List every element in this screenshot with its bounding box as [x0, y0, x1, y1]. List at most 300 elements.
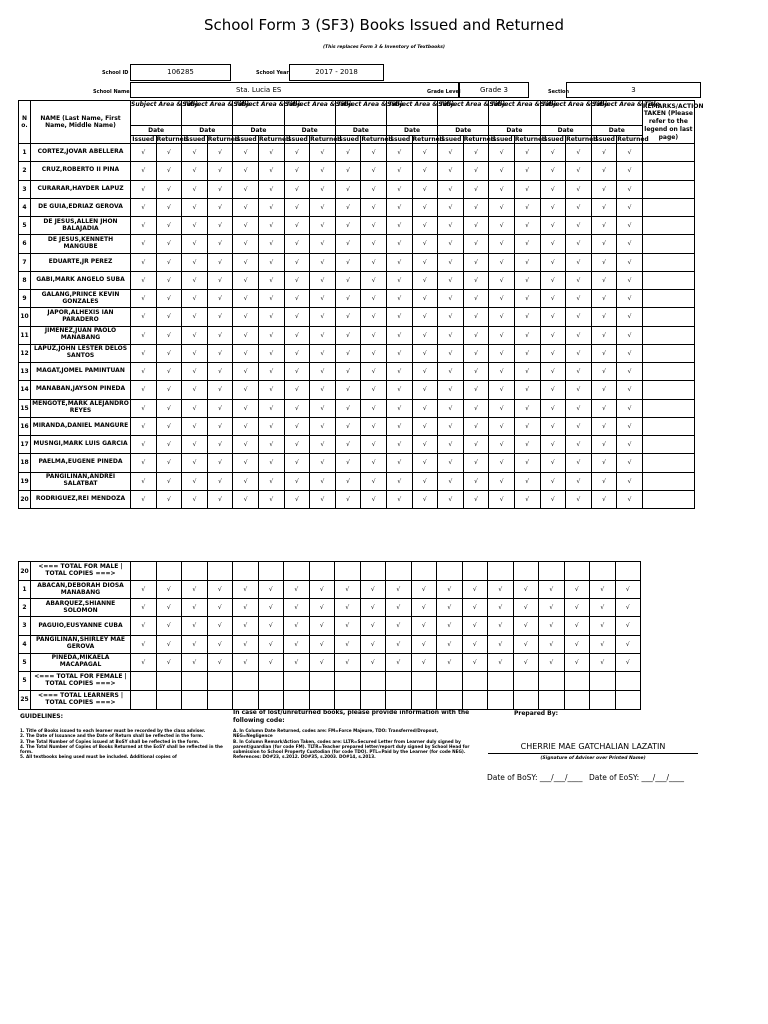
remarks-cell	[642, 162, 694, 180]
check-cell: √	[412, 198, 438, 216]
check-cell: √	[335, 454, 361, 472]
check-cell: √	[284, 144, 310, 162]
check-cell: √	[156, 381, 182, 399]
check-cell	[437, 671, 463, 690]
learner-row	[19, 144, 695, 162]
row-number: 17	[19, 436, 31, 454]
check-cell	[564, 671, 590, 690]
check-cell: √	[617, 381, 643, 399]
check-cell: √	[489, 436, 515, 454]
check-cell	[284, 690, 310, 709]
check-cell: √	[131, 472, 157, 490]
check-cell: √	[617, 344, 643, 362]
check-cell: √	[233, 363, 259, 381]
guideline-item: 3. The Total Number of Copies issued at BoSY shall be reflected in the form.	[20, 738, 200, 744]
check-cell: √	[462, 617, 488, 635]
check-cell: √	[258, 290, 284, 308]
check-cell: √	[438, 472, 464, 490]
check-cell: √	[463, 490, 489, 508]
check-cell: √	[335, 217, 361, 235]
subject-area-header: Subject Area & Title	[591, 101, 642, 126]
check-cell: √	[156, 617, 182, 635]
check-cell: √	[386, 235, 412, 253]
check-cell: √	[207, 581, 233, 599]
check-cell: √	[360, 635, 386, 653]
legend-item: A. In Column Date Returned, codes are: FM=Force Majeure, TDO: Transferred/Dropout, NEG=Negligence	[233, 728, 439, 739]
check-cell: √	[361, 399, 387, 417]
remarks-cell	[642, 363, 694, 381]
check-cell: √	[284, 472, 310, 490]
check-cell: √	[463, 472, 489, 490]
check-cell: √	[258, 363, 284, 381]
check-cell: √	[615, 635, 641, 653]
check-cell: √	[514, 472, 540, 490]
check-cell: √	[284, 581, 310, 599]
check-cell: √	[131, 217, 157, 235]
learner-name: ABACAN,DEBORAH DIOSA MANABANG	[31, 581, 131, 599]
row-number: 1	[19, 144, 31, 162]
check-cell: √	[258, 653, 284, 671]
check-cell: √	[438, 490, 464, 508]
check-cell: √	[591, 363, 617, 381]
check-cell: √	[438, 180, 464, 198]
check-cell: √	[617, 363, 643, 381]
check-cell: √	[514, 490, 540, 508]
check-cell: √	[335, 599, 361, 617]
check-cell: √	[386, 198, 412, 216]
check-cell: √	[591, 144, 617, 162]
check-cell: √	[258, 417, 284, 435]
check-cell: √	[131, 635, 157, 653]
check-cell: √	[540, 235, 566, 253]
check-cell: √	[361, 381, 387, 399]
check-cell: √	[182, 235, 208, 253]
total-label: <=== TOTAL LEARNERS | TOTAL COPIES ===>	[31, 690, 131, 709]
row-number: 3	[19, 180, 31, 198]
date-header: Date	[131, 126, 182, 136]
learner-name: MAGAT,JOMEL PAMINTUAN	[31, 363, 131, 381]
learner-name: ABARQUEZ,SHIANNE SOLOMON	[31, 599, 131, 617]
check-cell: √	[361, 308, 387, 326]
check-cell: √	[335, 399, 361, 417]
row-number: 1	[19, 581, 31, 599]
returned-header: Returned	[310, 136, 342, 143]
date-header: Date	[386, 126, 437, 136]
check-cell: √	[488, 653, 514, 671]
check-cell: √	[540, 326, 566, 344]
check-cell: √	[360, 653, 386, 671]
check-cell	[309, 690, 335, 709]
check-cell: √	[309, 599, 335, 617]
check-cell: √	[513, 617, 539, 635]
date-header: Date	[438, 126, 489, 136]
check-cell	[131, 562, 157, 581]
check-cell: √	[438, 454, 464, 472]
row-number: 5	[19, 653, 31, 671]
check-cell: √	[156, 198, 182, 216]
check-cell: √	[564, 581, 590, 599]
check-cell: √	[617, 472, 643, 490]
adviser-name: CHERRIE MAE GATCHALIAN LAZATIN	[520, 742, 666, 751]
check-cell	[156, 562, 182, 581]
check-cell: √	[233, 490, 259, 508]
total-count: 25	[19, 690, 31, 709]
check-cell: √	[156, 235, 182, 253]
row-number: 2	[19, 599, 31, 617]
check-cell: √	[361, 144, 387, 162]
date-header: Date	[591, 126, 642, 136]
check-cell: √	[131, 198, 157, 216]
check-cell	[488, 562, 514, 581]
check-cell: √	[513, 599, 539, 617]
check-cell: √	[513, 635, 539, 653]
learner-row	[19, 472, 695, 490]
check-cell: √	[566, 217, 592, 235]
check-cell	[590, 690, 616, 709]
check-cell	[360, 562, 386, 581]
check-cell: √	[591, 308, 617, 326]
check-cell: √	[233, 144, 259, 162]
check-cell: √	[284, 399, 310, 417]
check-cell: √	[590, 581, 616, 599]
check-cell: √	[156, 472, 182, 490]
remarks-cell	[642, 399, 694, 417]
row-number: 5	[19, 217, 31, 235]
check-cell	[182, 671, 208, 690]
check-cell: √	[463, 198, 489, 216]
check-cell: √	[284, 308, 310, 326]
check-cell: √	[489, 308, 515, 326]
check-cell: √	[488, 617, 514, 635]
check-cell	[462, 671, 488, 690]
check-cell: √	[412, 180, 438, 198]
check-cell: √	[233, 436, 259, 454]
row-number: 20	[19, 490, 31, 508]
check-cell: √	[386, 381, 412, 399]
issued-header: Issued	[132, 136, 155, 143]
check-cell: √	[258, 253, 284, 271]
check-cell: √	[514, 271, 540, 289]
check-cell: √	[207, 653, 233, 671]
check-cell	[564, 562, 590, 581]
learner-row	[19, 635, 641, 653]
learner-name: MANABAN,JAYSON PINEDA	[31, 381, 131, 399]
row-number: 3	[19, 617, 31, 635]
check-cell: √	[489, 326, 515, 344]
learner-name: DE GUIA,EDRIAZ GEROVA	[31, 198, 131, 216]
check-cell: √	[386, 144, 412, 162]
check-cell: √	[131, 253, 157, 271]
check-cell: √	[514, 180, 540, 198]
total-label: <=== TOTAL FOR MALE | TOTAL COPIES ===>	[31, 562, 131, 581]
check-cell: √	[182, 162, 208, 180]
check-cell	[539, 671, 565, 690]
check-cell: √	[386, 344, 412, 362]
row-number: 16	[19, 417, 31, 435]
check-cell: √	[615, 617, 641, 635]
check-cell: √	[462, 635, 488, 653]
row-number: 19	[19, 472, 31, 490]
check-cell: √	[207, 490, 233, 508]
check-cell: √	[386, 271, 412, 289]
check-cell: √	[182, 381, 208, 399]
check-cell: √	[131, 454, 157, 472]
check-cell: √	[566, 472, 592, 490]
check-cell: √	[156, 144, 182, 162]
check-cell: √	[207, 290, 233, 308]
check-cell: √	[131, 326, 157, 344]
form-title: School Form 3 (SF3) Books Issued and Returned	[203, 16, 565, 34]
row-number: 13	[19, 363, 31, 381]
check-cell: √	[335, 581, 361, 599]
check-cell: √	[131, 599, 157, 617]
check-cell: √	[590, 617, 616, 635]
issued-header: Issued	[388, 136, 411, 143]
check-cell: √	[566, 308, 592, 326]
check-cell	[284, 562, 310, 581]
check-cell: √	[566, 235, 592, 253]
check-cell: √	[412, 490, 438, 508]
prepared-by-label: Prepared By:	[514, 710, 559, 717]
check-cell: √	[258, 162, 284, 180]
total-count: 5	[19, 671, 31, 690]
check-cell: √	[591, 235, 617, 253]
check-cell: √	[566, 454, 592, 472]
check-cell	[335, 562, 361, 581]
check-cell: √	[258, 198, 284, 216]
check-cell: √	[361, 271, 387, 289]
learner-name: CRUZ,ROBERTO II PINA	[31, 162, 131, 180]
learner-name: PANGILINAN,SHIRLEY MAE GEROVA	[31, 635, 131, 653]
learner-row	[19, 308, 695, 326]
check-cell: √	[438, 363, 464, 381]
check-cell: √	[156, 436, 182, 454]
check-cell: √	[309, 617, 335, 635]
check-cell: √	[156, 635, 182, 653]
check-cell: √	[335, 144, 361, 162]
remarks-cell	[642, 198, 694, 216]
check-cell	[539, 562, 565, 581]
check-cell: √	[309, 653, 335, 671]
guideline-item: 5. All textbooks being used must be included. Additional copies of	[20, 754, 177, 760]
guideline-item: 4. The Total Number of Copies of Books Returned at the EoSY shall be reflected in the form.	[20, 743, 223, 754]
date-header: Date	[335, 126, 386, 136]
issued-header: Issued	[592, 136, 615, 143]
check-cell: √	[131, 180, 157, 198]
learner-row	[19, 454, 695, 472]
check-cell: √	[233, 635, 259, 653]
remarks-header: REMARKS/ACTION TAKEN (Please refer to the legend on last page)	[642, 101, 694, 144]
check-cell: √	[412, 235, 438, 253]
check-cell: √	[513, 581, 539, 599]
check-cell: √	[361, 198, 387, 216]
check-cell: √	[335, 290, 361, 308]
check-cell: √	[258, 581, 284, 599]
check-cell: √	[539, 581, 565, 599]
check-cell: √	[156, 253, 182, 271]
check-cell: √	[156, 490, 182, 508]
check-cell	[513, 690, 539, 709]
total-label: <=== TOTAL FOR FEMALE | TOTAL COPIES ===>	[31, 671, 131, 690]
check-cell: √	[182, 490, 208, 508]
check-cell: √	[258, 635, 284, 653]
check-cell: √	[310, 271, 336, 289]
check-cell: √	[284, 490, 310, 508]
remarks-cell	[642, 144, 694, 162]
returned-header: Returned	[361, 136, 393, 143]
subject-area-header: Subject Area & Title	[335, 101, 386, 126]
check-cell: √	[540, 308, 566, 326]
returned-header: Returned	[463, 136, 496, 143]
issued-header: Issued	[439, 136, 462, 143]
subject-area-header: Subject Area & Title	[489, 101, 540, 126]
check-cell: √	[412, 399, 438, 417]
check-cell: √	[540, 363, 566, 381]
remarks-cell	[642, 381, 694, 399]
check-cell	[411, 562, 437, 581]
check-cell	[590, 562, 616, 581]
check-cell: √	[335, 162, 361, 180]
check-cell	[207, 671, 233, 690]
check-cell: √	[361, 344, 387, 362]
check-cell: √	[463, 436, 489, 454]
check-cell: √	[412, 344, 438, 362]
check-cell: √	[386, 253, 412, 271]
check-cell: √	[463, 217, 489, 235]
check-cell: √	[309, 581, 335, 599]
check-cell: √	[361, 490, 387, 508]
check-cell: √	[489, 472, 515, 490]
grade-level-value: Grade 3	[459, 82, 529, 98]
check-cell: √	[437, 617, 463, 635]
check-cell: √	[591, 381, 617, 399]
check-cell: √	[566, 399, 592, 417]
check-cell: √	[207, 363, 233, 381]
check-cell: √	[182, 363, 208, 381]
check-cell: √	[361, 180, 387, 198]
check-cell: √	[564, 635, 590, 653]
check-cell	[156, 671, 182, 690]
check-cell	[488, 671, 514, 690]
check-cell: √	[617, 162, 643, 180]
date-header: Date	[540, 126, 591, 136]
check-cell: √	[564, 617, 590, 635]
check-cell: √	[310, 472, 336, 490]
check-cell: √	[310, 235, 336, 253]
check-cell: √	[539, 599, 565, 617]
check-cell: √	[438, 308, 464, 326]
check-cell: √	[258, 472, 284, 490]
learner-row	[19, 253, 695, 271]
issued-header: Issued	[183, 136, 206, 143]
check-cell: √	[207, 180, 233, 198]
check-cell: √	[335, 363, 361, 381]
row-number: 4	[19, 635, 31, 653]
check-cell: √	[566, 344, 592, 362]
remarks-cell	[642, 417, 694, 435]
check-cell: √	[335, 617, 361, 635]
check-cell: √	[412, 381, 438, 399]
check-cell: √	[360, 581, 386, 599]
date-header: Date	[233, 126, 284, 136]
check-cell: √	[207, 381, 233, 399]
check-cell: √	[489, 271, 515, 289]
check-cell: √	[564, 653, 590, 671]
grade-level-label: Grade Level	[427, 89, 461, 95]
check-cell: √	[182, 290, 208, 308]
check-cell	[488, 690, 514, 709]
check-cell: √	[386, 308, 412, 326]
check-cell: √	[258, 271, 284, 289]
check-cell	[462, 562, 488, 581]
check-cell: √	[182, 253, 208, 271]
check-cell: √	[513, 653, 539, 671]
total-row	[19, 690, 641, 709]
check-cell	[131, 671, 157, 690]
remarks-cell	[642, 180, 694, 198]
check-cell: √	[566, 162, 592, 180]
check-cell: √	[156, 363, 182, 381]
check-cell: √	[488, 581, 514, 599]
check-cell: √	[258, 381, 284, 399]
check-cell: √	[310, 381, 336, 399]
learner-name: MIRANDA,DANIEL MANGURE	[31, 417, 131, 435]
check-cell: √	[591, 344, 617, 362]
check-cell: √	[386, 454, 412, 472]
check-cell: √	[462, 653, 488, 671]
check-cell: √	[463, 308, 489, 326]
returned-header: Returned	[617, 136, 649, 143]
learner-row	[19, 490, 695, 508]
check-cell: √	[233, 344, 259, 362]
check-cell: √	[489, 290, 515, 308]
check-cell: √	[514, 144, 540, 162]
row-number: 15	[19, 399, 31, 417]
learner-name: PANGILINAN,ANDREI SALATBAT	[31, 472, 131, 490]
check-cell: √	[310, 417, 336, 435]
check-cell: √	[182, 399, 208, 417]
check-cell: √	[438, 326, 464, 344]
check-cell: √	[438, 399, 464, 417]
check-cell: √	[131, 235, 157, 253]
check-cell: √	[258, 217, 284, 235]
check-cell: √	[361, 253, 387, 271]
check-cell: √	[361, 472, 387, 490]
check-cell: √	[590, 653, 616, 671]
check-cell	[156, 690, 182, 709]
subject-area-header: Subject Area & Title	[131, 101, 182, 126]
check-cell: √	[156, 399, 182, 417]
section-label: Section	[548, 89, 570, 95]
check-cell: √	[463, 399, 489, 417]
check-cell: √	[361, 326, 387, 344]
check-cell: √	[566, 381, 592, 399]
check-cell: √	[463, 144, 489, 162]
check-cell: √	[182, 472, 208, 490]
remarks-cell	[642, 436, 694, 454]
school-year-label: School Year	[256, 70, 289, 76]
check-cell: √	[310, 144, 336, 162]
check-cell: √	[591, 180, 617, 198]
check-cell: √	[361, 235, 387, 253]
check-cell: √	[489, 217, 515, 235]
issued-header: Issued	[490, 136, 513, 143]
check-cell: √	[310, 399, 336, 417]
check-cell: √	[233, 417, 259, 435]
check-cell: √	[207, 454, 233, 472]
check-cell: √	[412, 290, 438, 308]
check-cell: √	[131, 381, 157, 399]
